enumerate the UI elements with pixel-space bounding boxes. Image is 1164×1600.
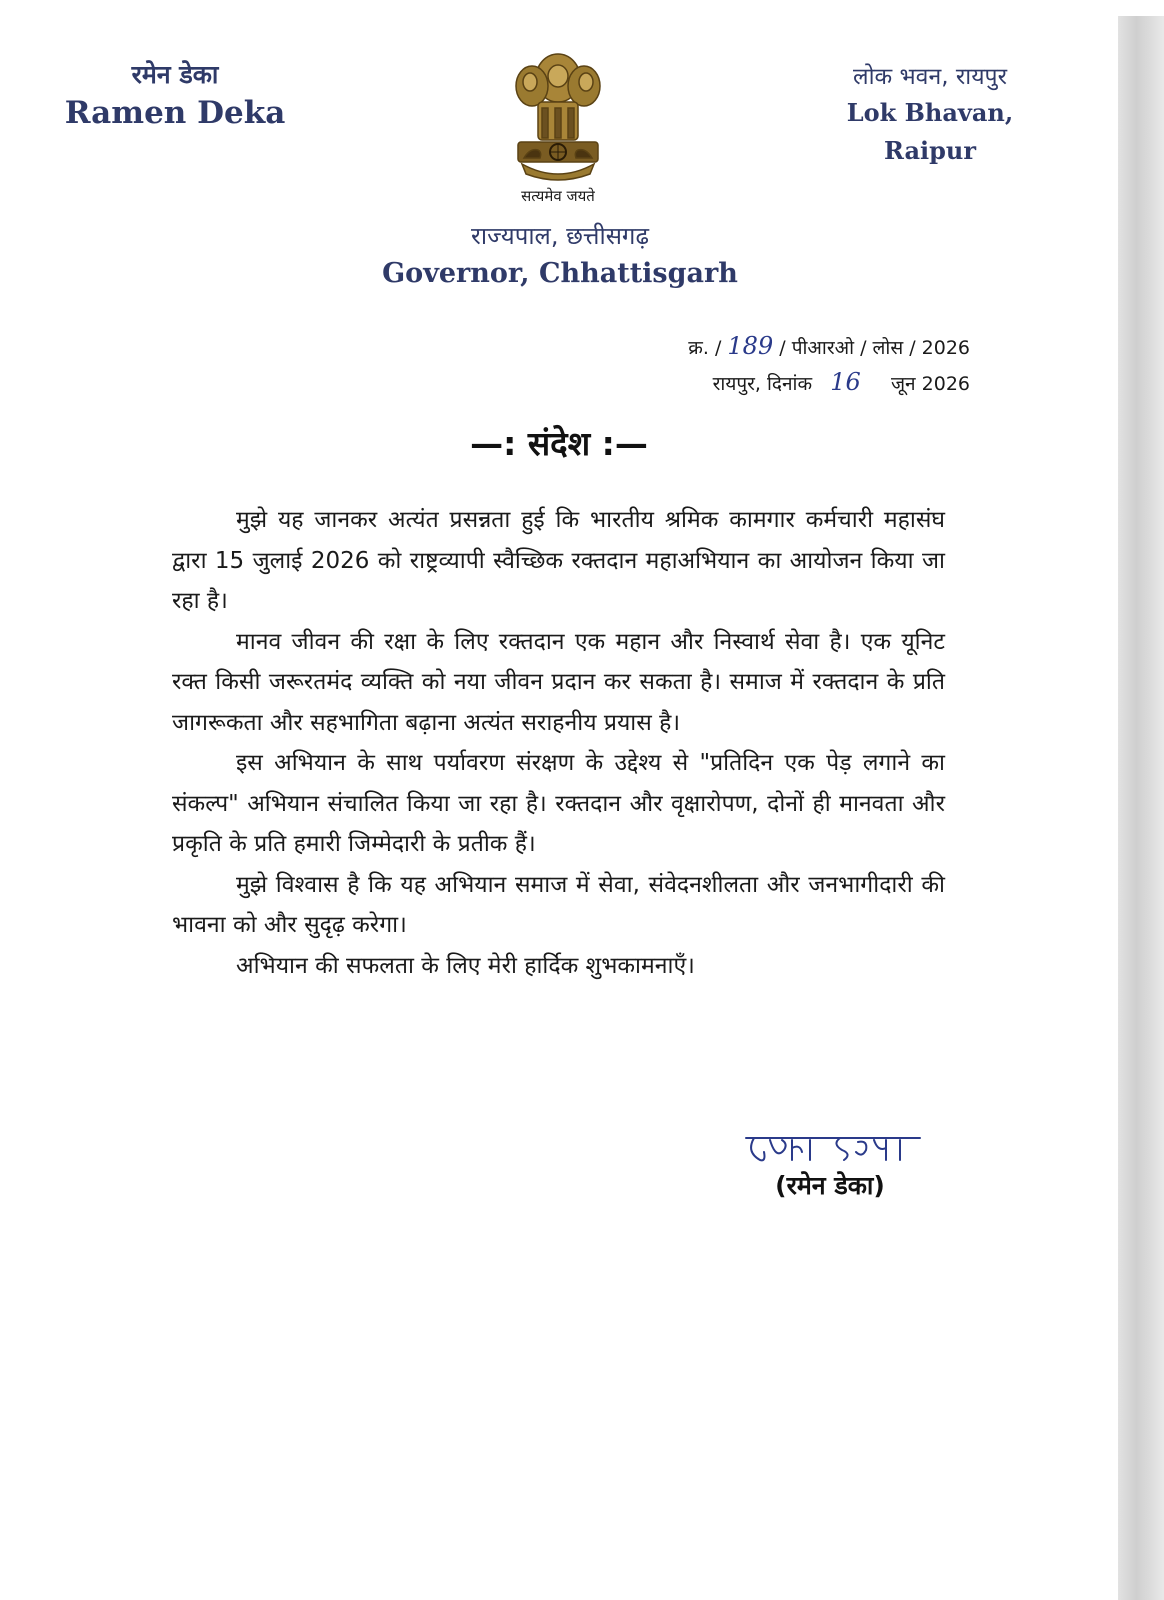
designation-block bbox=[340, 218, 780, 294]
reference-number-line bbox=[688, 332, 970, 360]
office-address-english: Lok Bhavan, Raipur bbox=[846, 98, 1014, 165]
reference-suffix: / पीआरओ / लोस / 2026 bbox=[773, 337, 970, 359]
handwritten-signature bbox=[740, 1128, 930, 1168]
reference-prefix: क्र. / bbox=[688, 337, 728, 359]
sender-name-hindi: रमेन डेका bbox=[131, 60, 219, 89]
national-emblem-icon bbox=[508, 48, 608, 188]
office-address-hindi: लोक भवन, रायपुर bbox=[852, 64, 1008, 90]
date-line bbox=[713, 368, 970, 396]
office-address-block bbox=[800, 60, 1060, 170]
letter-paragraph-2: मानव जीवन की रक्षा के लिए रक्तदान एक महान और निस्वार्थ सेवा है। एक यूनिट रक्त किसी जरूरतमंद व्यक्ति को नया जीवन प्रदान कर सकता है। समाज में रक्तदान के प्रति जागरूकता और सहभागिता बढ़ाना अत्यंत सराहनीय प्रयास है। bbox=[172, 628, 945, 736]
letter-body bbox=[172, 500, 945, 986]
letter-paragraph-5: अभियान की सफलता के लिए मेरी हार्दिक शुभकामनाएँ। bbox=[236, 952, 695, 979]
date-month-year: जून 2026 bbox=[890, 373, 970, 395]
signatory-name: (रमेन डेका) bbox=[775, 1171, 885, 1200]
sender-name-english: Ramen Deka bbox=[64, 95, 286, 131]
reference-number-handwritten: 189 bbox=[727, 332, 774, 360]
letter-paragraph-1: मुझे यह जानकर अत्यंत प्रसन्नता हुई कि भारतीय श्रमिक कामगार कर्मचारी महासंघ द्वारा 15 जुलाई 2026 को राष्ट्रव्यापी स्वैच्छिक रक्तदान महाअभियान का आयोजन किया जा रहा है। bbox=[172, 507, 945, 614]
sender-name-block bbox=[60, 58, 290, 134]
letter-paragraph-4: मुझे विश्वास है कि यह अभियान समाज में सेवा, संवेदनशीलता और जनभागीदारी की भावना को और सुदृढ़ करेगा। bbox=[172, 871, 945, 938]
designation-english: Governor, Chhattisgarh bbox=[382, 258, 738, 289]
letter-title: —: संदेश :— bbox=[470, 424, 648, 463]
date-place-label: रायपुर, दिनांक bbox=[712, 373, 813, 395]
designation-hindi: राज्यपाल, छत्तीसगढ़ bbox=[471, 222, 649, 250]
letter-paragraph-3: इस अभियान के साथ पर्यावरण संरक्षण के उद्देश्य से "प्रतिदिन एक पेड़ लगाने का संकल्प" अभियान संचालित किया जा रहा है। रक्तदान और वृक्षारोपण, दोनों ही मानवता और प्रकृति के प्रति हमारी जिम्मेदारी के प्रतीक हैं। bbox=[172, 750, 945, 857]
date-day-handwritten: 16 bbox=[830, 368, 861, 396]
emblem-motto: सत्यमेव जयते bbox=[521, 187, 595, 205]
scan-page-edge bbox=[1118, 16, 1164, 1600]
